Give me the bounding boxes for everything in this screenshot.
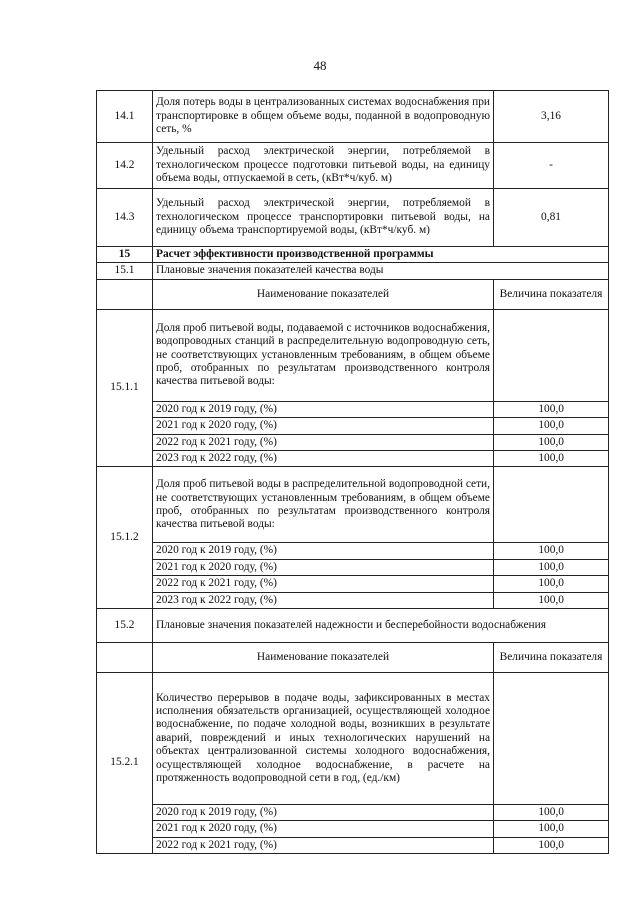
row-number: 15.2.1 [97,673,153,854]
indicator-value: 3,16 [494,91,609,143]
empty-cell [97,643,153,673]
page-number: 48 [313,58,327,73]
empty-cell [97,279,153,309]
row-number: 15.2 [97,609,153,643]
empty-cell [494,673,609,805]
row-number: 14.3 [97,189,153,247]
header-row [97,643,609,673]
indicator-text: Доля потерь воды в централизованных системах водоснабжения при транспортировке в общем объеме воды, поданной в водопроводную сеть, % [153,91,494,143]
year-row [97,576,609,592]
year-row [97,401,609,417]
year-row [97,805,609,821]
year-row [97,821,609,837]
year-value: 100,0 [494,837,609,853]
year-row [97,543,609,559]
row-number: 14.1 [97,91,153,143]
production-program-table [96,90,609,854]
section-number: 15 [97,247,153,263]
indicator-text: Количество перерывов в подаче воды, зафиксированных в местах исполнения обязательств организацией, осуществляющей холодное водоснабжение, по подаче холодной воды, возникших в результате аварий, повреждений и иных технологических нарушений на объектах централизованной системы холодного водоснабжения, осуществляющей холодное водоснабжение, в расчете на протяженность водопроводной сети в год, (ед./км) [153,673,494,805]
year-row [97,559,609,575]
table-row [97,143,609,189]
year-value: 100,0 [494,543,609,559]
year-value: 100,0 [494,821,609,837]
header-row [97,279,609,309]
year-row [97,418,609,434]
table-row [97,309,609,401]
year-label: 2022 год к 2021 году, (%) [153,837,494,853]
year-label: 2021 год к 2020 году, (%) [153,418,494,434]
indicator-value: 0,81 [494,189,609,247]
empty-cell [494,467,609,543]
row-number: 15.1 [97,263,153,279]
indicator-text: Доля проб питьевой воды, подаваемой с источников водоснабжения, водопроводных станций в распределительную водопроводную сеть, не соответствующих установленным требованиям, в общем объеме проб, отобранных по результатам производственного контроля качества питьевой воды: [153,309,494,401]
table-row [97,91,609,143]
column-header-name: Наименование показателей [153,279,494,309]
year-row [97,434,609,450]
year-value: 100,0 [494,576,609,592]
subsection-title: Плановые значения показателей надежности и бесперебойности водоснабжения [153,609,609,643]
year-label: 2020 год к 2019 году, (%) [153,543,494,559]
year-value: 100,0 [494,418,609,434]
year-row [97,837,609,853]
row-number: 15.1.2 [97,467,153,609]
column-header-value: Величина показателя [494,643,609,673]
indicator-value: - [494,143,609,189]
year-label: 2021 год к 2020 году, (%) [153,559,494,575]
year-row [97,592,609,608]
year-value: 100,0 [494,451,609,467]
year-label: 2020 год к 2019 году, (%) [153,401,494,417]
year-label: 2020 год к 2019 году, (%) [153,805,494,821]
year-row [97,451,609,467]
indicator-text: Удельный расход электрической энергии, потребляемой в технологическом процессе подготовки питьевой воды, на единицу объема воды, отпускаемой в сеть, (кВт*ч/куб. м) [153,143,494,189]
year-value: 100,0 [494,805,609,821]
year-value: 100,0 [494,401,609,417]
year-label: 2022 год к 2021 году, (%) [153,434,494,450]
year-value: 100,0 [494,559,609,575]
empty-cell [494,309,609,401]
indicator-text: Удельный расход электрической энергии, потребляемой в технологическом процессе транспортировки питьевой воды, на единицу объема транспортируемой воды, (кВт*ч/куб. м) [153,189,494,247]
year-value: 100,0 [494,592,609,608]
year-label: 2022 год к 2021 году, (%) [153,576,494,592]
table-row [97,673,609,805]
indicator-text: Доля проб питьевой воды в распределительной водопроводной сети, не соответствующих установленным требованиям, в общем объеме проб, отобранных по результатам производственного контроля качества питьевой воды: [153,467,494,543]
column-header-name: Наименование показателей [153,643,494,673]
year-value: 100,0 [494,434,609,450]
subsection-row [97,263,609,279]
row-number: 15.1.1 [97,309,153,467]
column-header-value: Величина показателя [494,279,609,309]
section-row [97,247,609,263]
table-row [97,189,609,247]
table-row [97,467,609,543]
year-label: 2023 год к 2022 году, (%) [153,592,494,608]
subsection-title: Плановые значения показателей качества воды [153,263,609,279]
row-number: 14.2 [97,143,153,189]
year-label: 2023 год к 2022 году, (%) [153,451,494,467]
subsection-row [97,609,609,643]
section-title: Расчет эффективности производственной программы [153,247,609,263]
year-label: 2021 год к 2020 году, (%) [153,821,494,837]
